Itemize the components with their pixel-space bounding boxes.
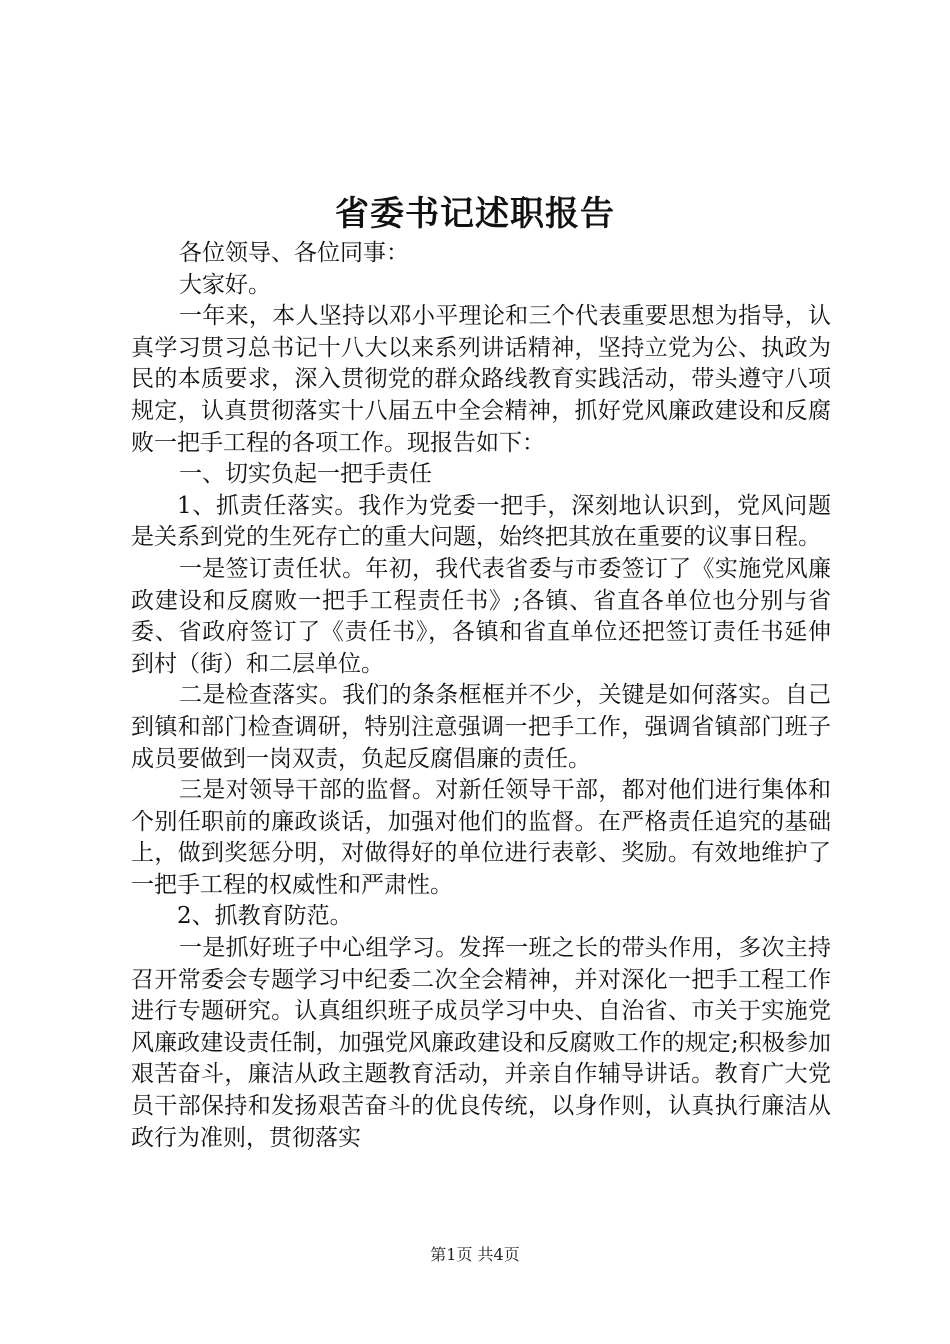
paragraph-education: 一是抓好班子中心组学习。发挥一班之长的带头作用，多次主持召开常委会专题学习中纪委二次全会精神，并对深化一把手工程工作进行专题研究。认真组织班子成员学习中央、自治省、市关于实施党风廉政建设责任制，加强党风廉政建设和反腐败工作的规定;积极参加艰苦奋斗，廉洁从政主题教育活动，并亲自作辅导讲话。教育广大党员干部保持和发扬艰苦奋斗的优良传统，以身作则，认真执行廉洁从政行为准则，贯彻落实 bbox=[131, 935, 831, 1151]
document-body bbox=[131, 238, 831, 1154]
paragraph-point-3: 三是对领导干部的监督。对新任领导干部，都对他们进行集体和个别任职前的廉政谈话，加强对他们的监督。在严格责任追究的基础上，做到奖惩分明，对做得好的单位进行表彰、奖励。有效地维护了一把手工程的权威性和严肃性。 bbox=[131, 777, 831, 898]
salutation: 各位领导、各位同事： bbox=[179, 240, 409, 266]
paragraph-point-1: 一是签订责任状。年初，我代表省委与市委签订了《实施党风廉政建设和反腐败一把手工程责任书》;各镇、省直各单位也分别与省委、省政府签订了《责任书》，各镇和省直单位还把签订责任书延伸到村（街）和二层单位。 bbox=[131, 555, 831, 677]
document-title: 省委书记述职报告 bbox=[335, 194, 615, 234]
greeting: 大家好。 bbox=[179, 271, 271, 298]
page-number: 第1页 共4页 bbox=[430, 1245, 520, 1264]
subsection-heading-1: 1、抓责任落实。我作为党委一把手，深刻地认识到，党风问题是关系到党的生死存亡的重大问题，始终把其放在重要的议事日程。 bbox=[131, 492, 831, 551]
section-heading-1: 一、切实负起一把手责任 bbox=[179, 461, 432, 488]
paragraph-intro: 一年来，本人坚持以邓小平理论和三个代表重要思想为指导，认真学习贯习总书记十八大以来系列讲话精神，坚持立党为公、执政为民的本质要求，深入贯彻党的群众路线教育实践活动，带头遵守八项规定，认真贯彻落实十八届五中全会精神，抓好党风廉政建设和反腐败一把手工程的各项工作。现报告如下： bbox=[131, 303, 831, 456]
paragraph-point-2: 二是检查落实。我们的条条框框并不少，关键是如何落实。自己到镇和部门检查调研，特别注意强调一把手工作，强调省镇部门班子成员要做到一岗双责，负起反腐倡廉的责任。 bbox=[131, 682, 831, 772]
subsection-heading-2: 2、抓教育防范。 bbox=[177, 903, 353, 930]
